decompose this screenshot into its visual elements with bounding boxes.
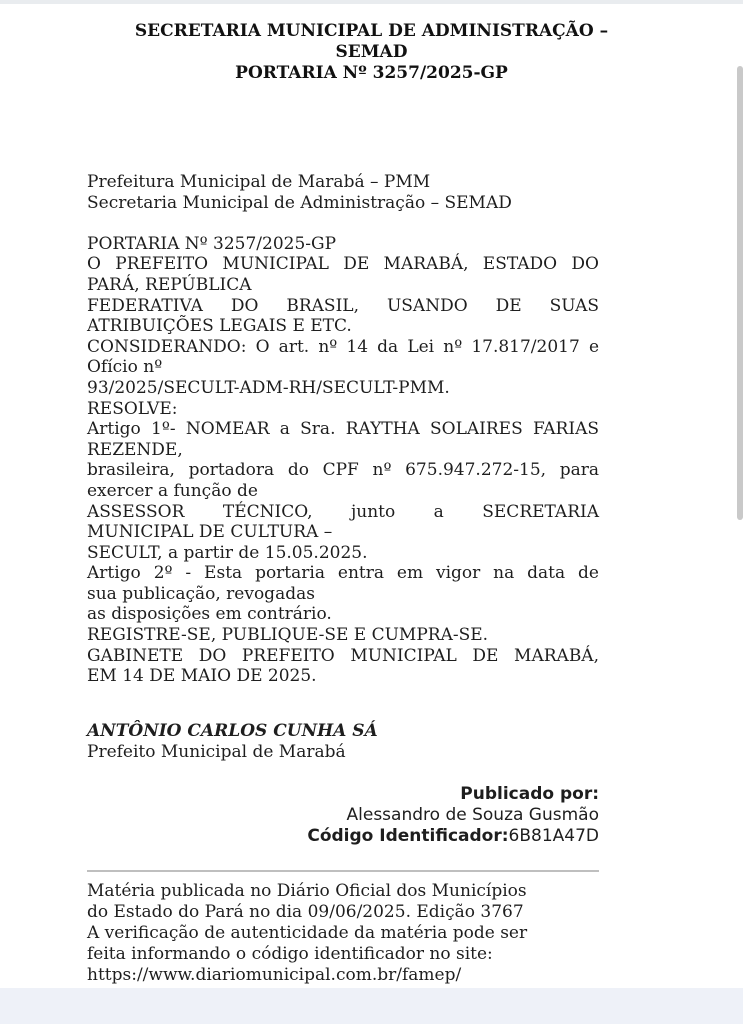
body-line-9: RESOLVE: [87,398,178,419]
body-line-16: SECULT, a partir de 15.05.2025. [87,542,368,563]
body-line-10: Artigo 1º- NOMEAR a Sra. RAYTHA SOLAIRES FARIAS [87,419,599,440]
identifier-label: Código Identificador: [307,826,509,846]
publication-block [200,784,599,847]
body-line-6: CONSIDERANDO: O art. nº 14 da Lei nº 17.817/2017 e [87,336,599,357]
header-line-2: SEMAD [335,42,408,62]
verification-url[interactable]: https://www.diariomunicipal.com.br/famep/ [87,965,462,985]
publisher-name: Alessandro de Souza Gusmão [346,805,599,825]
document-header [80,21,663,84]
top-edge [0,0,743,4]
publication-footer [87,881,607,986]
body-line-11: REZENDE, [87,439,183,460]
body-line-7: Ofício nº [87,357,163,378]
body-line-18: sua publicação, revogadas [87,583,315,604]
body-line-8: 93/2025/SECULT-ADM-RH/SECULT-PMM. [87,377,450,398]
body-line-5: ATRIBUIÇÕES LEGAIS E ETC. [87,316,352,337]
body-line-17: Artigo 2º - Esta portaria entra em vigor na data de [87,563,599,584]
signature-block [87,721,378,762]
body-line-22: EM 14 DE MAIO DE 2025. [87,666,317,687]
body-line-14: ASSESSOR TÉCNICO, junto a SECRETARIA [87,501,599,522]
section-divider [87,870,599,872]
signer-name: ANTÔNIO CARLOS CUNHA SÁ [87,721,378,741]
footer-line-2: do Estado do Pará no dia 09/06/2025. Edição 3767 [87,902,524,922]
identifier-code: 6B81A47D [508,826,599,846]
body-line-3: PARÁ, REPÚBLICA [87,274,252,295]
scrollbar[interactable] [737,66,743,520]
footer-line-3: A verificação de autenticidade da matéria pode ser [87,923,528,943]
bottom-bar [0,988,743,1024]
body-line-2: O PREFEITO MUNICIPAL DE MARABÁ, ESTADO DO [87,254,599,275]
identifier-line [200,826,599,847]
body-line-21: GABINETE DO PREFEITO MUNICIPAL DE MARABÁ, [87,645,599,666]
published-by-label: Publicado por: [460,784,599,804]
body-line-1: PORTARIA Nº 3257/2025-GP [87,233,337,254]
body-line-19: as disposições em contrário. [87,604,332,625]
body-line-15: MUNICIPAL DE CULTURA – [87,522,333,543]
signer-role: Prefeito Municipal de Marabá [87,741,346,762]
footer-line-1: Matéria publicada no Diário Oficial dos Municípios [87,881,527,901]
document-body [87,172,599,687]
header-line-1: SECRETARIA MUNICIPAL DE ADMINISTRAÇÃO – [134,21,609,41]
org-line-2: Secretaria Municipal de Administração – SEMAD [87,192,512,213]
body-line-20: REGISTRE-SE, PUBLIQUE-SE E CUMPRA-SE. [87,625,489,646]
body-line-12: brasileira, portadora do CPF nº 675.947.272-15, para [87,460,599,481]
body-line-13: exercer a função de [87,480,258,501]
org-line-1: Prefeitura Municipal de Marabá – PMM [87,172,431,192]
footer-line-4: feita informando o código identificador no site: [87,944,493,964]
body-line-4: FEDERATIVA DO BRASIL, USANDO DE SUAS [87,295,599,316]
header-line-3: PORTARIA Nº 3257/2025-GP [235,63,508,83]
